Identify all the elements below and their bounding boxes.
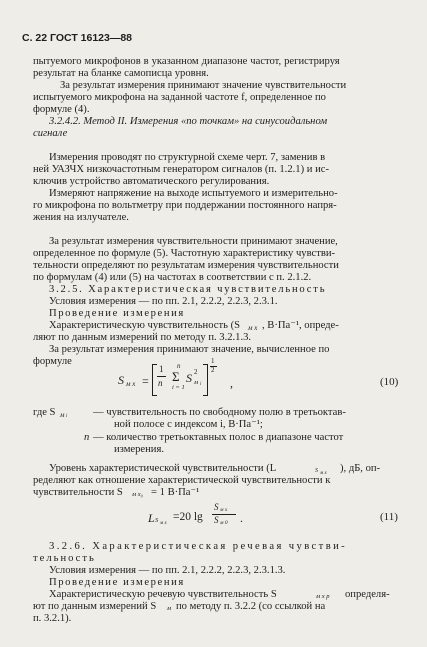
- text-line: ной полосе с индексом i, В·Па⁻¹;: [114, 419, 263, 430]
- text-line: го микрофона по вольтметру при поддержании постоянного напря-: [33, 200, 337, 211]
- text-line: Измерения проводят по структурной схеме черт. 7, заменив в: [49, 152, 326, 163]
- text-line: , В·Па⁻¹, опреде-: [262, 320, 339, 331]
- sum-symbol: Σ: [172, 369, 180, 384]
- text-line: За результат измерения чувствительности принимают значение,: [49, 236, 338, 247]
- bracket-right: [203, 364, 208, 396]
- text-line: измерения.: [114, 444, 164, 455]
- text-line: результат на бланке самописца уровня.: [33, 68, 209, 79]
- text-line: формуле: [33, 356, 72, 367]
- text-line: ределяют как отношение характеристической чувствительности к: [33, 475, 331, 486]
- text-line: п. 3.2.1).: [33, 613, 72, 624]
- equation-number: (10): [380, 376, 399, 388]
- text-line: = 1 В·Па⁻¹: [151, 487, 200, 498]
- section-heading: 3.2.5. Характеристическая чувствительность: [49, 284, 327, 295]
- text-line: тельности определяют по результатам измерения чувствительности: [33, 260, 339, 271]
- text-line: определенное по формуле (5). Частотную характеристику чувстви-: [33, 248, 336, 259]
- subsection-heading: Проведение измерения: [49, 308, 185, 319]
- text-line: по методу п. 3.2.2 (со ссылкой на: [176, 601, 326, 612]
- text-line: За результат измерения принимают значение чувствительности: [60, 80, 347, 91]
- text-line: пытуемого микрофонов в указанном диапазоне частот, регистрируя: [33, 56, 340, 67]
- page-header: С. 22 ГОСТ 16123—88: [22, 32, 133, 44]
- text-line: — количество третьоктавных полос в диапазоне частот: [93, 432, 344, 443]
- text-line: Уровень характеристической чувствительности (L: [49, 463, 277, 474]
- equation-number: (11): [380, 511, 398, 523]
- text-line: формуле (4).: [33, 104, 90, 115]
- text-line: Характеристическую чувствительность (S: [49, 320, 240, 331]
- text-line: ключив устройство автоматического регулирования.: [33, 176, 270, 187]
- text-line: чувствительности S: [33, 487, 123, 498]
- text-line-method-heading: 3.2.4.2. Метод II. Измерения «по точкам» на синусоидальном: [49, 116, 328, 127]
- text-line: Условия измерения — по пп. 2.1, 2.2.2, 2.2.3, 2.3.1.: [49, 296, 278, 307]
- text-line: — чувствительность по свободному полю в третьоктав-: [93, 407, 346, 418]
- section-heading: тельность: [33, 553, 96, 564]
- subsection-heading: Проведение измерения: [49, 577, 185, 588]
- text-line: Характеристическую речевую чувствительность S: [49, 589, 277, 600]
- text-line-method-heading: сигнале: [33, 128, 68, 139]
- text-line: ), дБ, оп-: [340, 463, 381, 474]
- text-line: Условия измерения — по пп. 2.1, 2.2.2, 2.2.3, 2.3.1.3.: [49, 565, 286, 576]
- text-line: ляют по данным измерений по методу п. 3.2.1.3.: [33, 332, 252, 343]
- subscript: м х: [248, 324, 258, 332]
- fraction-bar: [157, 376, 166, 377]
- text-line: ют по данным измерений S: [33, 601, 157, 612]
- text-line: ней УАЗЧХ низкочастотным генератором сигналов (п. 1.2.1) и ис-: [33, 164, 329, 175]
- text-line: по формулам (4) или (5) на частотах в соответствии с п. 2.1.2.: [33, 272, 312, 283]
- text-line: определя-: [345, 589, 390, 600]
- document-page: С. 22 ГОСТ 16123—88 пытуемого микрофонов в указанном диапазоне частот, регистрируя результат на бланке самописца уровня. За результат измерения принимают значение чувствительности испытуемого микрофона на заданной частоте f, определенное по формуле (4). 3.2.4.2. Метод II. Измерения «по точкам» на синусоидальном сигнале Измерения проводят по структурной схеме черт. 7, заменив в ней УАЗЧХ низкочастотным генератором сигналов (п. 1.2.1) и ис- ключив устройство автоматического регулирования. Измеряют напряжение на выходе испытуемого и измерительно- го микрофона по вольтметру при поддержании постоянного напря- жения на излучателе. За результат измерения чувствительности принимают значение, определенное по формуле (5). Частотную характеристику чувстви- тельности определяют по результатам измерения чувствительности по формулам (4) или (5) на частотах в соответствии с п. 2.1.2. 3.2.5. Характеристическая чувствительность Условия измерения — по пп. 2.1, 2.2.2, 2.2.3, 2.3.1. Проведение измерения Характеристическую чувствительность (S м х , В·Па⁻¹, опреде- ляют по данным измерений по методу п. 3.2.1.3. За результат измерения принимают значение, вычисленное по формуле S м х = 1 n n Σ i = 1 S 2 м i 1 2 , (10) где S м i — чувствительность по свободному полю в третьоктав- ной полосе с индексом i, В·Па⁻¹; n — количество третьоктавных полос в диапазоне частот измерения. Уровень характеристической чувствительности (L S м х ), дБ, оп- ределяют как отношение характеристической чувствительности к чувствительности S м х₀ = 1 В·Па⁻¹ L S м х =20 lg S м х S м 0 . (11) 3.2.6. Характеристическая речевая чувстви- тельность Условия измерения — по пп. 2.1, 2.2.2, 2.2.3, 2.3.1.3. Проведение измерения Характеристическую речевую чувствительность S м х р определя- ют по данным измерений S м по методу п. 3.2.2 (со ссылкой на п. 3.2.1).: [22, 32, 399, 624]
- text-line: За результат измерения принимают значение, вычисленное по: [49, 344, 330, 355]
- text-line: Измеряют напряжение на выходе испытуемого и измерительно-: [49, 188, 338, 199]
- section-heading: 3.2.6. Характеристическая речевая чувстви-: [49, 541, 348, 552]
- text-line: испытуемого микрофона на заданной частоте f, определенное по: [33, 92, 326, 103]
- text-line: где S: [33, 407, 56, 418]
- bracket-left: [152, 364, 157, 396]
- text-line: жения на излучателе.: [33, 212, 129, 223]
